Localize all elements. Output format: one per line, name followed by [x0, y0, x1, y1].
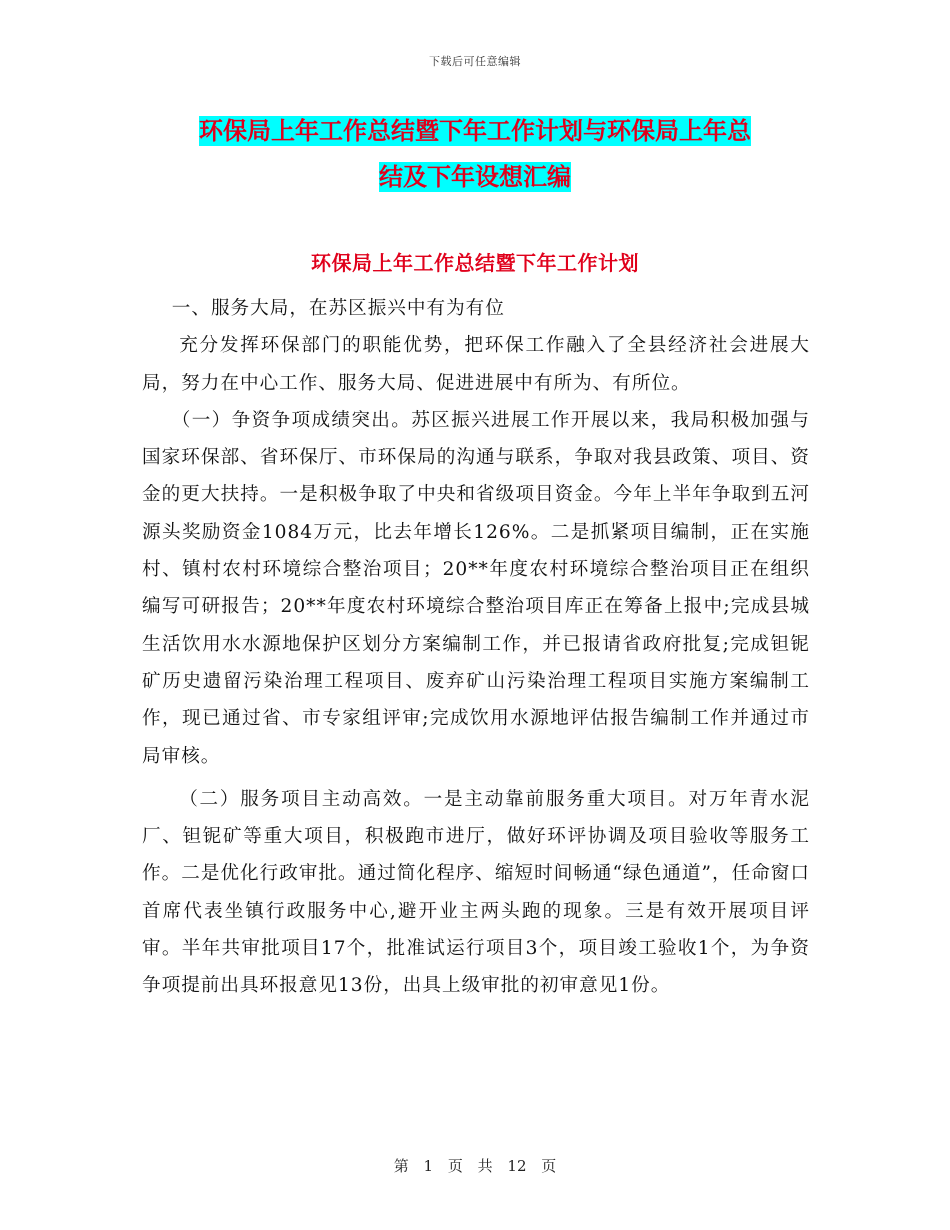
footer-total-pages: 12 — [507, 1157, 527, 1175]
page-footer — [0, 1155, 950, 1176]
document-title-line-1: 环保局上年工作总结暨下年工作计划与环保局上年总 — [199, 117, 751, 145]
document-title — [140, 108, 810, 200]
body-paragraph: （一）争资争项成绩突出。苏区振兴进展工作开展以来，我局积极加强与国家环保部、省环保厅、市环保局的沟通与联系，争取对我县政策、项目、资金的更大扶持。一是积极争取了中央和省级项目资金。今年上半年争取到五河源头奖励资金1084万元，比去年增长126%。二是抓紧项目编制，正在实施村、镇村农村环境综合整治项目；20**年度农村环境综合整治项目正在组织编写可研报告；20**年度农村环境综合整治项目库正在筹备上报中;完成县城生活饮用水水源地保护区划分方案编制工作，并已报请省政府批复;完成钽铌矿历史遗留污染治理工程项目、废弃矿山污染治理工程项目实施方案编制工作，现已通过省、市专家组评审;完成饮用水源地评估报告编制工作并通过市局审核。 — [142, 409, 810, 767]
footer-prefix: 第 — [393, 1157, 409, 1175]
footer-page-number: 1 — [423, 1157, 434, 1175]
footer-page-unit: 页 — [447, 1157, 463, 1175]
footer-total-prefix: 共 — [477, 1157, 493, 1175]
section-title: 环保局上年工作总结暨下年工作计划 — [311, 251, 639, 275]
body-paragraph: （二）服务项目主动高效。一是主动靠前服务重大项目。对万年青水泥厂、钽铌矿等重大项目，积极跑市进厅，做好环评协调及项目验收等服务工作。二是优化行政审批。通过简化程序、缩短时间畅通“绿色通道”，任命窗口首席代表坐镇行政服务中心,避开业主两头跑的现象。三是有效开展项目评审。半年共审批项目17个，批准试运行项目3个，项目竣工验收1个，为争资争项提前出具环报意见13份，出具上级审批的初审意见1份。 — [142, 788, 810, 997]
body-paragraph: 充分发挥环保部门的职能优势，把环保工作融入了全县经济社会进展大局，努力在中心工作、服务大局、促进进展中有所为、有所位。 — [142, 335, 810, 394]
heading-paragraph: 一、服务大局，在苏区振兴中有为有位 — [171, 298, 505, 319]
document-body — [142, 290, 810, 1005]
header-note: 下载后可任意编辑 — [429, 55, 521, 68]
document-title-line-2: 结及下年设想汇编 — [379, 163, 571, 191]
footer-total-unit: 页 — [541, 1157, 557, 1175]
